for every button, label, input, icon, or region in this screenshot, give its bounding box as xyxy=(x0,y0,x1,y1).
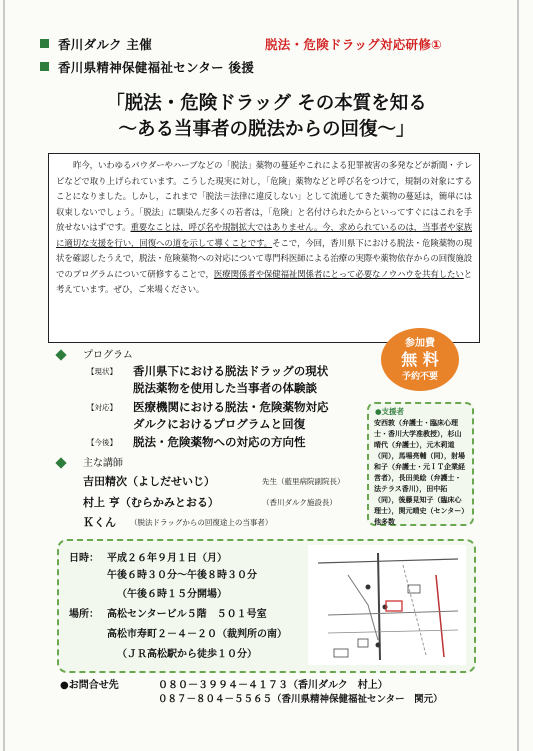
event-open-time: （午後６時１５分開場） xyxy=(117,589,227,600)
scan-edge-right xyxy=(517,0,519,751)
program-item: 医療機関における脱法・危険薬物対応 xyxy=(133,400,329,414)
supporter-text: 香川県精神保健福祉センター 後援 xyxy=(58,60,255,75)
venue-map xyxy=(308,545,466,665)
program-diamond-icon xyxy=(55,349,66,360)
intro-box xyxy=(48,153,480,343)
program-item: 脱法・危険薬物への対応の方向性 xyxy=(133,435,306,449)
intro-underline-2: 医療関係者や保健福祉関係者にとって必要なノウハウを共有したい xyxy=(213,268,464,279)
speaker-name: 吉田精次（よしだせいじ） xyxy=(83,475,215,488)
supporters-box xyxy=(367,402,474,526)
event-date: 平成２６年９月１日（月） xyxy=(107,553,227,564)
intro-p1: 昨今，いわゆるパウダーやハーブなどの「脱法」薬物の蔓延やこれによる犯罪被害の多発などが新聞・テレビなどで取り上げられています。こうした現実に対し，「危険」薬物などと呼び名をつけて，規制の対象にすることになりました。しかし，これまで「脱法＝法律に違反しない」として流通してきた薬物の蔓延は，簡単には収束しないでしょう。「脱法」に馴染んだ多くの若者は，「危険」と名付けられたからといってすぐにはこれを手放せないはずです。 xyxy=(56,160,472,233)
program-tag: 【現状】 xyxy=(87,367,117,376)
program-item: ダルクにおけるプログラムと回復 xyxy=(133,417,306,431)
program-heading: プログラム xyxy=(83,350,133,361)
badge-line-1: 参加費 xyxy=(405,338,435,349)
venue-box xyxy=(57,539,476,673)
organizer-text: 香川ダルク 主催 xyxy=(58,37,153,52)
series-label: 脱法・危険ドラッグ対応研修① xyxy=(265,37,443,52)
event-time: 午後６時３０分～午後８時３０分 xyxy=(107,570,257,581)
map-drawing xyxy=(308,545,466,665)
intro-underline-1: 重要なことは，呼び名や規制拡大ではありません。今，求められているのは，当事者や家族に適切な支援を行い，回復への道を示して導くことです。 xyxy=(56,222,472,248)
event-address: 高松市寿町２－４－２０（裁判所の南） xyxy=(107,629,287,640)
scan-edge-left xyxy=(3,0,5,751)
speakers-diamond-icon xyxy=(55,457,66,468)
header-bullet xyxy=(40,39,49,48)
badge-line-3: 予約不要 xyxy=(401,372,438,382)
date-label: 日時： xyxy=(69,553,99,564)
event-access: （ＪＲ高松駅から徒歩１０分） xyxy=(117,649,257,660)
speaker-note: （脱法ドラッグからの回復途上の当事者） xyxy=(130,518,273,527)
place-label: 場所： xyxy=(69,609,99,620)
event-place: 高松センタービル５階 ５０１号室 xyxy=(107,609,267,620)
contact-label: ●お問合せ先 xyxy=(60,680,119,691)
header-bullet xyxy=(40,62,49,71)
title-line-1: 「脱法・危険ドラッグ その本質を知る xyxy=(106,93,427,114)
speaker-note: （香川ダルク施設長） xyxy=(262,498,337,507)
supporters-list: 安西敦（弁護士・臨床心理士・香川大学准教授），杉山晴代（弁護士），元木莉道（同），馬場亮輔（同），射場和子（弁護士・元ＩＴ企業経営者），長田美絵（弁護士・法テラス香川），田中拓（同），後藤見知子（臨床心理士），関元晴史（センター）他多数 xyxy=(374,419,465,526)
intro-text xyxy=(56,158,472,298)
program-item: 香川県下における脱法ドラッグの現状 xyxy=(133,364,329,378)
contact-phone-1: ０８０－３９９４－４１７３（香川ダルク 村上） xyxy=(158,680,388,691)
program-tag: 【今後】 xyxy=(87,438,117,447)
intro-p3: と考えています。ぜひ，ご来場ください。 xyxy=(56,268,473,295)
intro-p2: そこで，今回，香川県下における脱法・危険薬物の現状を確認したうえで，脱法・危険薬物への対応について専門科医師による治療の実際や薬物依存からの回復施設でのプログラムについて研修することで， xyxy=(56,237,472,279)
speaker-note: 先生（藍里病院副院長） xyxy=(262,477,345,486)
badge-line-2: 無 料 xyxy=(401,350,439,369)
speaker-name: 村上 亨（むらかみとおる） xyxy=(83,496,219,509)
title-line-2: ～ある当事者の脱法からの回復～」 xyxy=(118,119,415,140)
contact-phone-2: ０８７－８０４－５５６５（香川県精神保健福祉センター 関元） xyxy=(158,694,443,705)
supporters-heading: ●支援者 xyxy=(375,407,405,416)
speaker-name: Ｋくん xyxy=(83,516,116,529)
program-tag: 【対応】 xyxy=(87,403,117,412)
speakers-heading: 主な講師 xyxy=(83,458,123,469)
free-admission-badge xyxy=(381,328,459,391)
program-item: 脱法薬物を使用した当事者の体験談 xyxy=(133,381,317,395)
